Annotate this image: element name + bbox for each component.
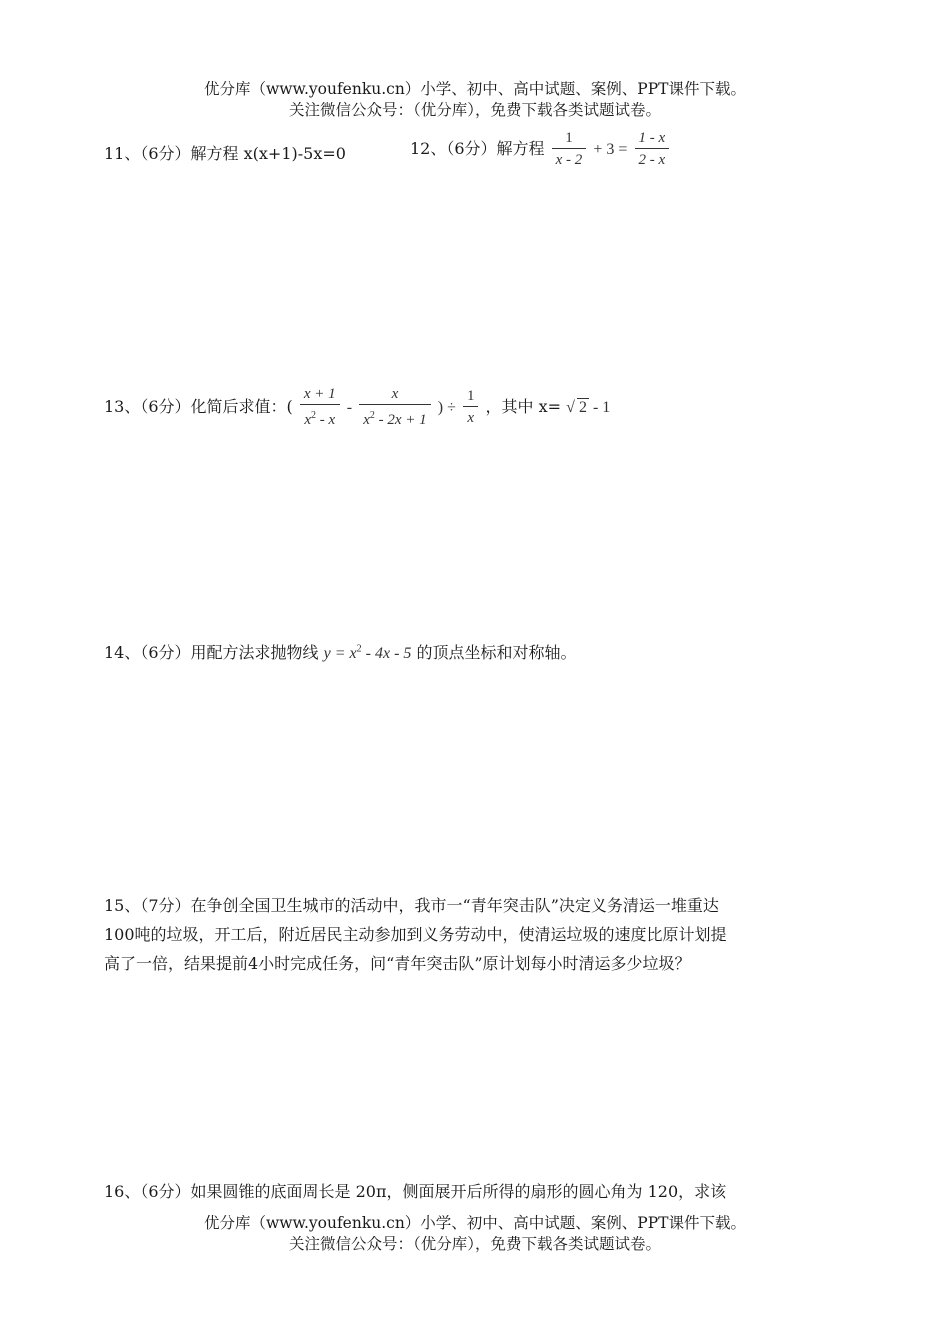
fraction-1: [300, 384, 340, 431]
sqrt-radicand: 2: [578, 399, 587, 416]
exponent: 2: [356, 643, 362, 655]
denominator-rest: - 2x + 1: [374, 412, 427, 428]
header-line-2: 关注微信公众号：（优分库），免费下载各类试题试卷。: [288, 101, 661, 119]
minus-sign: -: [346, 399, 353, 416]
fraction-1-denominator: [300, 405, 340, 431]
fraction-3: [463, 386, 479, 429]
expression-lhs: y = x: [323, 645, 357, 662]
fraction-2-denominator: [359, 405, 430, 431]
exponent: 2: [369, 410, 375, 421]
question-13: [104, 384, 610, 431]
fraction-1-numerator: 1: [552, 128, 587, 149]
question-12-prefix: 12、（6分）解方程: [410, 139, 545, 158]
fraction-1-denominator: x - 2: [555, 152, 583, 168]
fraction-3-numerator: 1: [463, 386, 479, 407]
sqrt-tail: - 1: [588, 399, 611, 416]
question-15-line-2: 100吨的垃圾，开工后，附近居民主动参加到义务劳动中，使清运垃圾的速度比原计划提: [104, 925, 727, 944]
exponent: 2: [311, 410, 317, 421]
header-line-1: 优分库（www.youfenku.cn）小学、初中、高中试题、案例、PPT课件下载。: [203, 80, 747, 98]
question-13-prefix: 13、（6分）化简后求值：(: [104, 397, 293, 416]
question-13-suffix: ，其中 x=: [485, 397, 562, 416]
division-sign: ) ÷: [437, 399, 456, 416]
question-14: [104, 640, 577, 663]
fraction-2-denominator: 2 - x: [638, 152, 666, 168]
sqrt-expression: √ 2 - 1: [566, 399, 611, 416]
question-14-prefix: 14、（6分）用配方法求抛物线: [104, 643, 319, 662]
denominator-base: x: [304, 412, 312, 428]
question-14-suffix: 的顶点坐标和对称轴。: [416, 643, 577, 662]
fraction-2: [635, 128, 670, 171]
fraction-2: [359, 384, 430, 431]
question-15-line-3: 高了一倍，结果提前4小时完成任务，问“青年突击队”原计划每小时清运多少垃圾？: [104, 954, 691, 973]
question-15: [104, 891, 849, 978]
question-16: 16、（6分）如果圆锥的底面周长是 20π，侧面展开后所得的扇形的圆心角为 120，求该: [104, 1182, 727, 1201]
fraction-2-numerator: x: [359, 384, 430, 405]
fraction-3-denominator: x: [467, 410, 475, 426]
footer-line-2: 关注微信公众号：（优分库），免费下载各类试题试卷。: [288, 1235, 661, 1253]
expression-rest: - 4x - 5: [361, 645, 412, 662]
denominator-base: x: [363, 412, 370, 428]
question-12: [410, 128, 671, 171]
footer-line-1: 优分库（www.youfenku.cn）小学、初中、高中试题、案例、PPT课件下载。: [203, 1214, 747, 1232]
parabola-expression: [324, 645, 412, 662]
question-11: 11、（6分）解方程 x(x+1)-5x=0: [104, 144, 346, 163]
fraction-2-numerator: 1 - x: [635, 128, 670, 149]
question-12-middle: + 3 =: [593, 141, 628, 158]
fraction-1-numerator: x + 1: [300, 384, 340, 405]
denominator-rest: - x: [316, 412, 336, 428]
question-15-line-1: 15、（7分）在争创全国卫生城市的活动中，我市一“青年突击队”决定义务清运一堆重达: [104, 896, 719, 915]
fraction-1: [552, 128, 587, 171]
